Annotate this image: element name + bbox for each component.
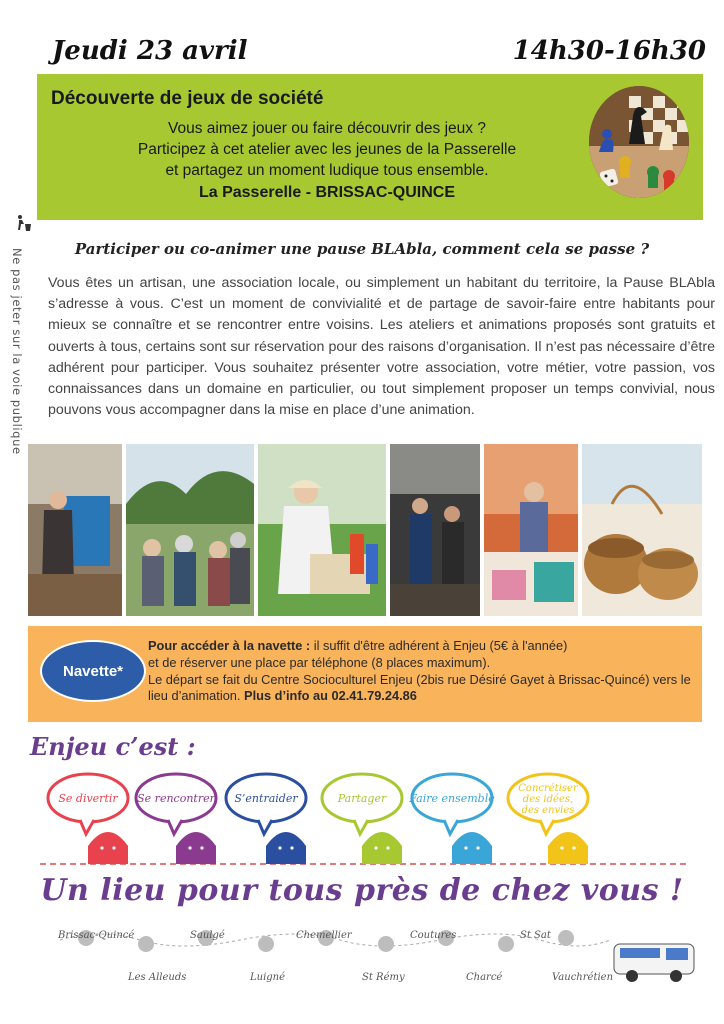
town-label: Les Alleuds <box>128 972 187 983</box>
van-icon <box>614 944 694 982</box>
board-games-photo <box>589 86 689 198</box>
event-place: La Passerelle - BRISSAC-QUINCE <box>198 184 456 201</box>
shuttle-intro-rest: il suffit d'être adhérent à Enjeu (5€ à l'année) <box>310 638 568 653</box>
character-eye <box>464 846 467 849</box>
event-time: 14h30-16h30 <box>512 36 706 66</box>
speech-bubble-text: Concrétiser <box>518 783 578 794</box>
shuttle-line: Le départ se fait du Centre Socioculturel Enjeu (2bis rue Désiré Gayet à Brissac-Quincé) vers le lieu d’animation. <box>148 671 691 704</box>
character-eye <box>200 846 203 849</box>
speech-bubble-tail <box>540 820 554 834</box>
speech-bubble-text: S’entraider <box>234 792 298 805</box>
shuttle-info-text <box>148 638 693 705</box>
town-label: Chemellier <box>296 930 352 941</box>
shuttle-line: et de réserver une place par téléphone (8 places maximum). <box>148 654 491 670</box>
character-eye <box>290 846 293 849</box>
event-title: Découverte de jeux de société <box>51 88 324 109</box>
town-route <box>0 918 724 998</box>
town-label: Vauchrétien <box>552 972 614 983</box>
town-label: St Rémy <box>362 972 405 983</box>
shuttle-badge: Navette* <box>40 640 146 702</box>
character-eye <box>572 846 575 849</box>
town-label: Coutures <box>410 930 457 941</box>
route-stop <box>258 936 274 952</box>
route-stop <box>378 936 394 952</box>
event-description <box>87 118 567 181</box>
do-not-litter-icon <box>14 214 34 232</box>
speech-bubble-tail <box>80 820 94 834</box>
town-label: Luigné <box>250 972 286 983</box>
character-shape <box>266 832 306 864</box>
character-eye <box>386 846 389 849</box>
event-desc-line: et partagez un moment ludique tous ensemble. <box>165 162 489 179</box>
event-desc-line: Participez à cet atelier avec les jeunes de la Passerelle <box>137 141 517 158</box>
shuttle-phone: Plus d’info au 02.41.79.24.86 <box>244 688 417 704</box>
character-shape <box>548 832 588 864</box>
speech-bubble-tail <box>354 820 368 834</box>
speech-bubble-text: Partager <box>337 792 387 805</box>
shuttle-intro-bold: Pour accéder à la navette : <box>148 638 311 653</box>
town-label: Saulgé <box>190 930 225 941</box>
speech-bubble-text: Se divertir <box>58 792 118 805</box>
route-stop <box>138 936 154 952</box>
slogan: Un lieu pour tous près de chez vous ! <box>40 873 684 908</box>
speech-bubble-text: des idées, <box>522 794 574 805</box>
values-illustration <box>0 768 724 878</box>
event-panel <box>37 74 703 220</box>
route-stop <box>558 930 574 946</box>
speech-bubble-tail <box>444 820 458 834</box>
character-eye <box>112 846 115 849</box>
character-eye <box>100 846 103 849</box>
character-eye <box>374 846 377 849</box>
shuttle-info-panel <box>28 626 702 722</box>
character-eye <box>188 846 191 849</box>
town-label: St Sat <box>520 930 551 941</box>
side-note: Ne pas jeter sur la voie publique <box>10 248 24 455</box>
character-eye <box>476 846 479 849</box>
speech-bubble-tail <box>168 820 182 834</box>
event-desc-line: Vous aimez jouer ou faire découvrir des jeux ? <box>168 120 486 137</box>
character-shape <box>88 832 128 864</box>
photo-strip <box>28 444 702 616</box>
sewing-photo <box>484 444 578 616</box>
route-stop <box>498 936 514 952</box>
character-shape <box>176 832 216 864</box>
enjeu-title: Enjeu c’est : <box>30 732 196 761</box>
speech-bubble-text: Se rencontrer <box>137 792 215 805</box>
speech-bubble-text: des envies <box>521 805 575 816</box>
workshop-photo <box>28 444 122 616</box>
speech-bubble-text: Faire ensemble <box>409 792 495 805</box>
character-eye <box>278 846 281 849</box>
event-date: Jeudi 23 avril <box>52 36 248 66</box>
character-shape <box>452 832 492 864</box>
character-shape <box>362 832 402 864</box>
town-label: Charcé <box>466 972 503 983</box>
section-title: Participer ou co-animer une pause BLAbla, comment cela se passe ? <box>74 240 650 258</box>
body-paragraph: Vous êtes un artisan, une association locale, ou simplement un habitant du territoire, la Pause BLAbla s’adresse à vous. C’est un moment de convivialité et de partage de savoir-faire entre habitants pour mieux se connaître et se rencontrer entre voisins. Les ateliers et animations proposés sont gratuits et ouverts à tous, certains sont sur réservation pour des raisons d’organisation. Il n’est pas nécessaire d’être adhérent pour participer. Vous souhaitez présenter votre association, votre métier, votre passion, vos connaissances dans un domaine en particulier, ou tout simplement proposer un temps convivial, nous pouvons vous accompagner dans la mise en place d’une animation. <box>48 275 715 419</box>
basket-weaving-photo <box>582 444 702 616</box>
painting-workshop-photo <box>258 444 386 616</box>
character-eye <box>560 846 563 849</box>
town-label: Brissac-Quincé <box>58 930 135 941</box>
speech-bubble-tail <box>258 820 272 834</box>
group-walk-photo <box>126 444 254 616</box>
forge-photo <box>390 444 480 616</box>
